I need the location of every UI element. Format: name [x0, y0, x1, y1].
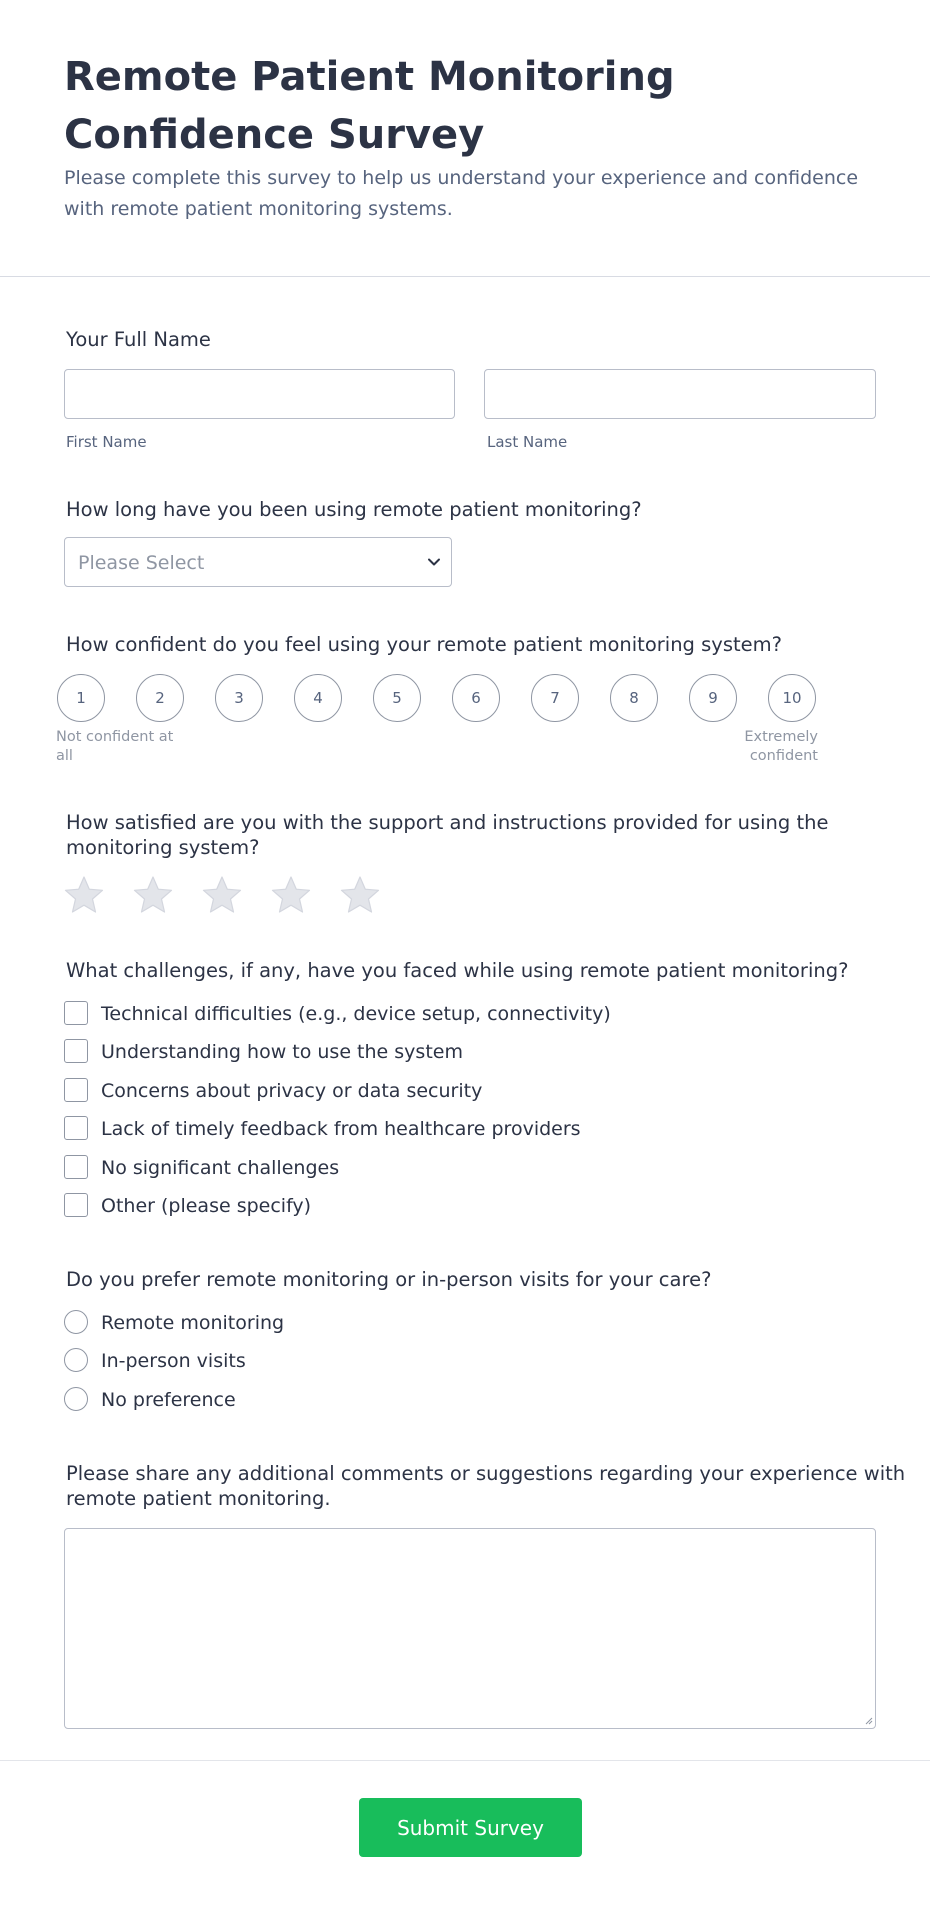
challenge-option[interactable]	[64, 1116, 764, 1142]
preference-option[interactable]	[64, 1387, 764, 1413]
checkbox[interactable]	[64, 1193, 88, 1217]
challenges-question-label: What challenges, if any, have you faced while using remote patient monitoring?	[66, 959, 849, 982]
last-name-input[interactable]	[484, 369, 876, 419]
star-icon[interactable]	[202, 875, 242, 915]
preference-option[interactable]	[64, 1310, 764, 1336]
scale-option-9[interactable]: 9	[689, 674, 737, 722]
duration-select-placeholder: Please Select	[78, 552, 205, 574]
star-icon[interactable]	[133, 875, 173, 915]
resize-grip-icon[interactable]	[863, 1715, 873, 1725]
full-name-label: Your Full Name	[66, 328, 211, 351]
scale-option-7[interactable]: 7	[531, 674, 579, 722]
challenge-option[interactable]	[64, 1078, 764, 1104]
preference-option[interactable]	[64, 1348, 764, 1374]
scale-option-5[interactable]: 5	[373, 674, 421, 722]
confidence-question-label: How confident do you feel using your remote patient monitoring system?	[66, 633, 782, 656]
challenge-option-label: Lack of timely feedback from healthcare providers	[101, 1118, 581, 1140]
chevron-down-icon	[427, 555, 441, 569]
form-header	[0, 0, 930, 277]
comments-textarea[interactable]	[64, 1528, 876, 1729]
scale-low-caption: Not confident at all	[56, 729, 174, 764]
challenge-option-label: Other (please specify)	[101, 1195, 312, 1217]
scale-high-caption: Extremely confident	[744, 729, 818, 764]
page-title: Remote Patient Monitoring Confidence Survey	[64, 54, 675, 158]
scale-option-8[interactable]: 8	[610, 674, 658, 722]
first-name-input[interactable]	[64, 369, 455, 419]
checkbox[interactable]	[64, 1001, 88, 1025]
preference-option-label: No preference	[101, 1389, 236, 1411]
scale-option-10[interactable]: 10	[768, 674, 816, 722]
challenge-option[interactable]	[64, 1039, 764, 1065]
star-icon[interactable]	[64, 875, 104, 915]
challenge-option-label: No significant challenges	[101, 1157, 340, 1179]
radio-button[interactable]	[64, 1387, 88, 1411]
checkbox[interactable]	[64, 1116, 88, 1140]
challenge-option-label: Technical difficulties (e.g., device setup, connectivity)	[101, 1003, 611, 1025]
duration-question-label: How long have you been using remote patient monitoring?	[66, 498, 642, 521]
duration-select[interactable]	[64, 537, 452, 587]
last-name-sublabel: Last Name	[487, 433, 568, 451]
star-icon[interactable]	[271, 875, 311, 915]
scale-option-6[interactable]: 6	[452, 674, 500, 722]
submit-button[interactable]: Submit Survey	[359, 1798, 582, 1857]
page-subtitle: Please complete this survey to help us understand your experience and confidence with remote patient monitoring systems.	[64, 167, 859, 220]
challenge-option[interactable]	[64, 1001, 764, 1027]
checkbox[interactable]	[64, 1078, 88, 1102]
scale-option-2[interactable]: 2	[136, 674, 184, 722]
first-name-sublabel: First Name	[66, 433, 147, 451]
preference-question-label: Do you prefer remote monitoring or in-person visits for your care?	[66, 1268, 712, 1291]
star-icon[interactable]	[340, 875, 380, 915]
satisfaction-question-label: How satisfied are you with the support and instructions provided for using the monitoring system?	[66, 811, 829, 859]
comments-question-label: Please share any additional comments or suggestions regarding your experience with remote patient monitoring.	[66, 1462, 906, 1510]
checkbox[interactable]	[64, 1039, 88, 1063]
footer-divider	[0, 1760, 930, 1761]
scale-option-3[interactable]: 3	[215, 674, 263, 722]
challenge-option[interactable]	[64, 1193, 764, 1219]
scale-option-1[interactable]: 1	[57, 674, 105, 722]
challenge-option-label: Understanding how to use the system	[101, 1041, 463, 1063]
radio-button[interactable]	[64, 1310, 88, 1334]
scale-option-4[interactable]: 4	[294, 674, 342, 722]
challenge-option-label: Concerns about privacy or data security	[101, 1080, 483, 1102]
checkbox[interactable]	[64, 1155, 88, 1179]
preference-option-label: Remote monitoring	[101, 1312, 285, 1334]
challenge-option[interactable]	[64, 1155, 764, 1181]
preference-option-label: In-person visits	[101, 1350, 246, 1372]
radio-button[interactable]	[64, 1348, 88, 1372]
